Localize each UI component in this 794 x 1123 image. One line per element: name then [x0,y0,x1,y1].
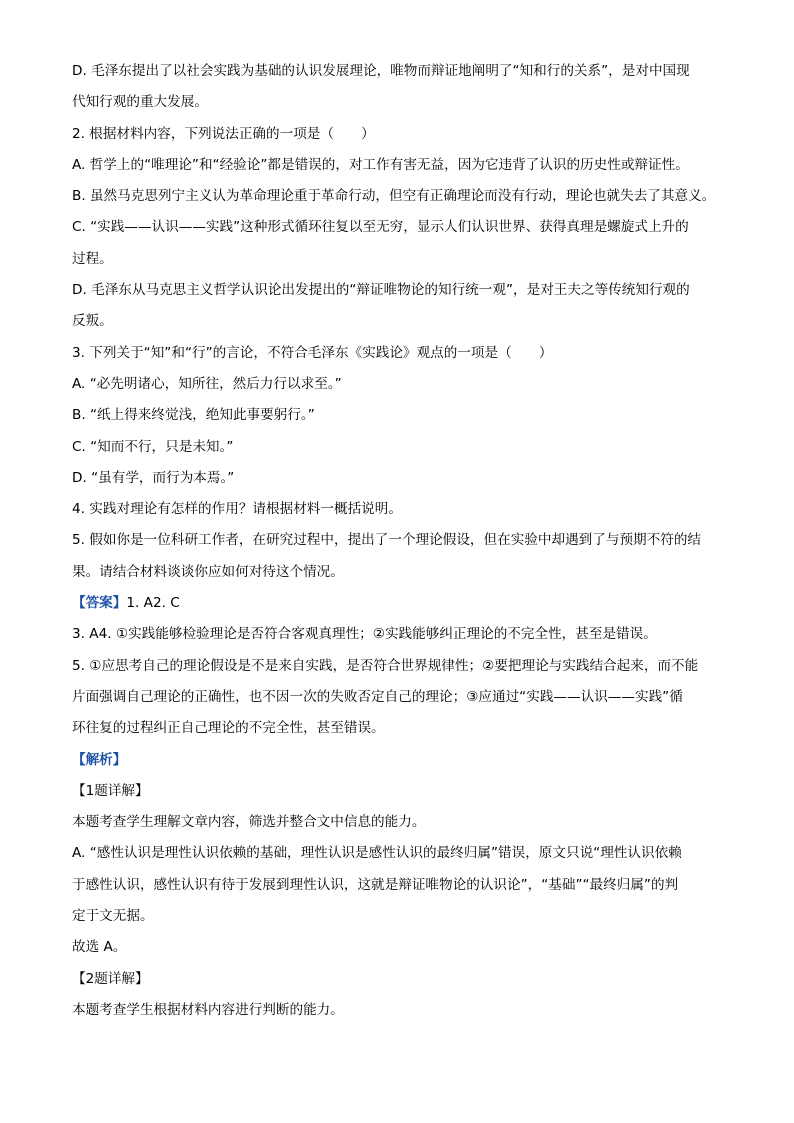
answer-tag: 【答案】 [72,595,127,612]
answer-line-3: 5. ①应思考自己的理论假设是不是来自实践，是否符合世界规律性；②要把理论与实践结合起来，而不能 [72,657,699,674]
q1-detail-line-5: 故选 A。 [72,939,127,956]
q3-option-a: A. “必先明诸心，知所往，然后力行以求至。” [72,375,342,392]
answer-line-4: 片面强调自己理论的正确性，也不因一次的失败否定自己的理论；③应通过“实践——认识——实践”循 [72,688,683,705]
q1-detail-line-1: 本题考查学生理解文章内容，筛选并整合文中信息的能力。 [72,814,426,831]
analysis-tag: 【解析】 [72,751,127,768]
q3-option-b: B. “纸上得来终觉浅，绝知此事要躬行。” [72,407,315,424]
q2-option-a: A. 哲学上的“唯理论”和“经验论”都是错误的，对工作有害无益，因为它违背了认识的历史性或辩证性。 [72,156,689,173]
answer-line [72,596,724,611]
q2-option-d-line-2: 反叛。 [72,313,113,330]
q2-option-c-line-2: 过程。 [72,250,113,267]
answer-line-2: 3. A4. ①实践能够检验理论是否符合客观真理性；②实践能够纠正理论的不完全性，甚至是错误。 [72,626,657,643]
q1-detail-line-3: 于感性认识，感性认识有待于发展到理性认识，这就是辩证唯物论的认识论”，“基础”“最终归属”的判 [72,876,679,893]
q3-option-c: C. “知而不行，只是未知。” [72,438,234,455]
q1-detail-line-4: 定于文无据。 [72,908,154,925]
q3-option-d: D. “虽有学，而行为本焉。” [72,469,235,486]
analysis-heading [72,753,724,768]
q1-detail-heading: 【1题详解】 [72,782,149,799]
answer-text: 1. A2. C [126,595,180,612]
document-page [72,64,724,1034]
q2-option-d-line-1: D. 毛泽东从马克思主义哲学认识论出发提出的“辩证唯物论的知行统一观”，是对王夫之等传统知行观的 [72,282,690,299]
q1-detail-line-2: A. “感性认识是理性认识依赖的基础，理性认识是感性认识的最终归属”错误，原文只说“理性认识依赖 [72,845,682,862]
question-5-line-2: 果。请结合材料谈谈你应如何对待这个情况。 [72,563,344,580]
option-d-line-1: D. 毛泽东提出了以社会实践为基础的认识发展理论，唯物而辩证地阐明了“知和行的关系”，是对中国现 [72,63,690,79]
answer-line-5: 环往复的过程纠正自己理论的不完全性，甚至错误。 [72,720,385,737]
question-2: 2. 根据材料内容，下列说法正确的一项是（ ） [72,125,375,142]
q2-detail-line-1: 本题考查学生根据材料内容进行判断的能力。 [72,1001,344,1018]
question-3: 3. 下列关于“知”和“行”的言论，不符合毛泽东《实践论》观点的一项是（ ） [72,344,553,361]
q2-detail-heading: 【2题详解】 [72,970,149,987]
question-4: 4. 实践对理论有怎样的作用？请根据材料一概括说明。 [72,501,402,518]
q2-option-b: B. 虽然马克思列宁主义认为革命理论重于革命行动，但空有正确理论而没有行动，理论也就失去了其意义。 [72,188,716,205]
question-5-line-1: 5. 假如你是一位科研工作者，在研究过程中，提出了一个理论假设，但在实验中却遇到了与预期不符的结 [72,532,702,549]
option-d-line-2: 代知行观的重大发展。 [72,94,208,111]
q2-option-c-line-1: C. “实践——认识——实践”这种形式循环往复以至无穷，显示人们认识世界、获得真理是螺旋式上升的 [72,219,689,236]
